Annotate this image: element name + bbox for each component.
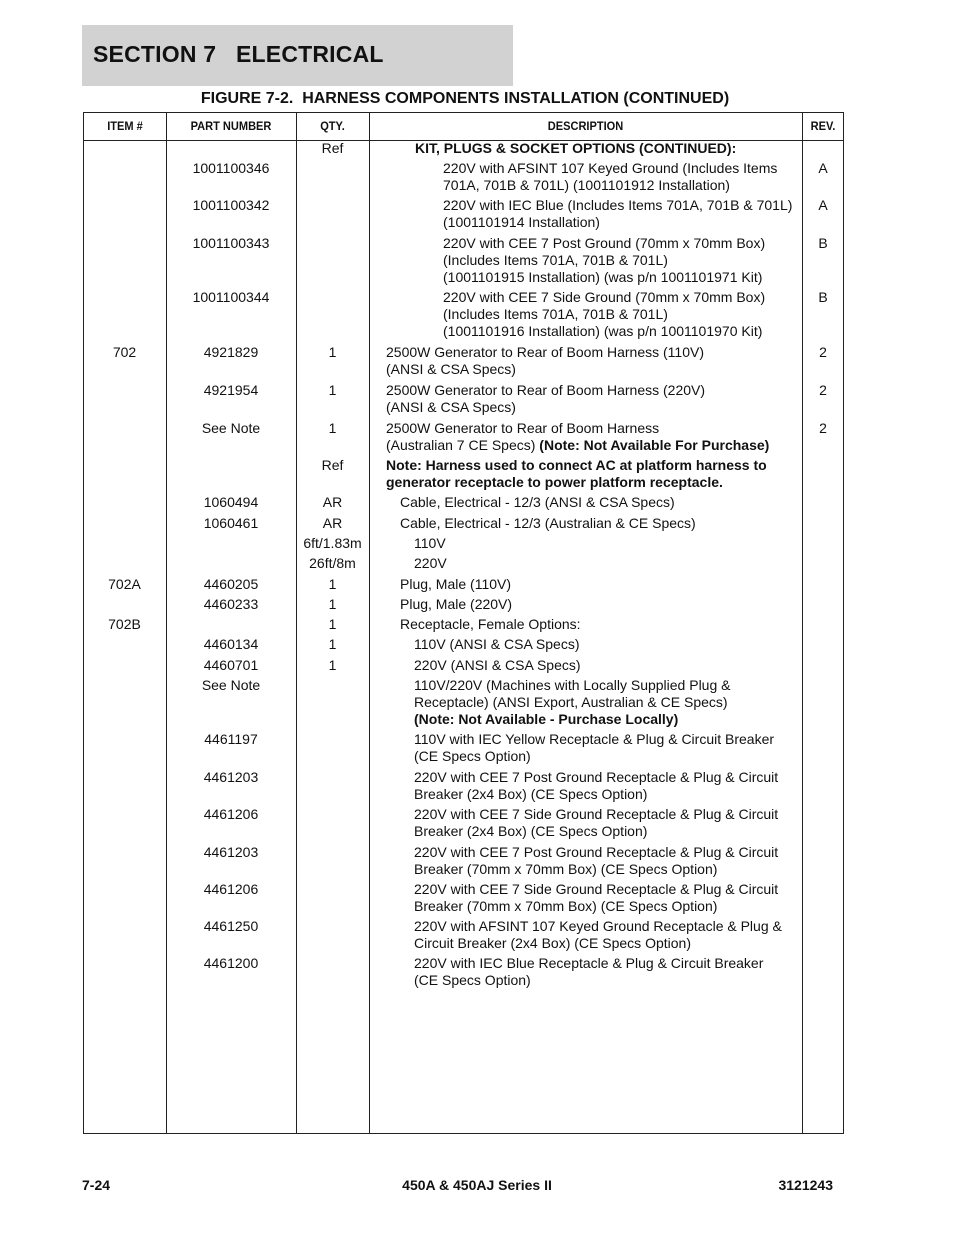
description-line <box>400 494 802 511</box>
description-text: 220V with CEE 7 Post Ground Receptacle & Plug & Circuit <box>414 769 779 785</box>
qty-cell: 6ft/1.83m <box>303 535 362 551</box>
part-number-cell: 1060494 <box>203 494 259 510</box>
description-text: Plug, Male (220V) <box>400 596 513 612</box>
description-cell <box>369 806 802 840</box>
description-text: Plug, Male (110V) <box>400 576 512 592</box>
rev-cell: 2 <box>819 420 827 436</box>
figure-title: FIGURE 7-2. HARNESS COMPONENTS INSTALLATION (CONTINUED) <box>200 90 730 107</box>
part-number-cell: See Note <box>201 677 261 693</box>
table-row <box>83 344 844 378</box>
description-text: (ANSI & CSA Specs) <box>386 361 516 377</box>
table-row <box>83 235 844 286</box>
description-line <box>414 694 802 711</box>
description-cell <box>369 576 802 593</box>
description-cell <box>369 535 802 552</box>
description-text: (CE Specs Option) <box>414 972 531 988</box>
footer-page-number: 7-24 <box>82 1177 111 1193</box>
table-row <box>83 677 844 728</box>
description-cell <box>369 844 802 878</box>
description-line <box>443 269 802 286</box>
description-text: Note: Harness used to connect AC at platform harness to <box>386 457 767 473</box>
description-line <box>414 823 802 840</box>
description-line <box>386 382 802 399</box>
description-cell <box>369 955 802 989</box>
qty-cell: Ref <box>321 140 344 156</box>
description-line <box>443 289 802 306</box>
column-header-qty: QTY. <box>320 119 345 133</box>
table-row <box>83 881 844 915</box>
description-text: 110V <box>414 535 446 551</box>
part-number-cell: 4921954 <box>203 382 259 398</box>
description-text: Breaker (70mm x 70mm Box) (CE Specs Option) <box>414 861 718 877</box>
description-line <box>414 555 802 572</box>
description-cell <box>369 657 802 674</box>
description-text: Circuit Breaker (2x4 Box) (CE Specs Option) <box>414 935 691 951</box>
qty-cell: 1 <box>328 616 337 632</box>
description-text: 2500W Generator to Rear of Boom Harness (110V) <box>386 344 705 360</box>
rev-cell: A <box>818 197 828 213</box>
description-cell <box>369 289 802 340</box>
description-line <box>415 140 802 157</box>
part-number-cell: 4460134 <box>203 636 259 652</box>
part-number-cell: 4460701 <box>203 657 259 673</box>
column-header-rev: REV. <box>810 119 836 133</box>
description-line <box>386 437 802 454</box>
qty-cell: 1 <box>328 576 337 592</box>
part-number-cell: 4921829 <box>203 344 259 360</box>
part-number-cell: 1001100342 <box>192 197 270 213</box>
description-line <box>400 596 802 613</box>
qty-cell: 1 <box>328 420 337 436</box>
qty-cell: Ref <box>321 457 344 473</box>
description-cell <box>369 769 802 803</box>
table-row <box>83 535 844 552</box>
table-row <box>83 555 844 572</box>
description-line <box>443 235 802 252</box>
item-number-cell: 702B <box>108 616 141 632</box>
description-text: (1001101914 Installation) <box>443 214 600 230</box>
footer-model: 450A & 450AJ Series II <box>402 1177 552 1193</box>
description-text: 220V (ANSI & CSA Specs) <box>414 657 581 673</box>
part-number-cell: 1001100346 <box>192 160 270 176</box>
description-line <box>414 769 802 786</box>
description-text: 220V with CEE 7 Side Ground (70mm x 70mm Box) <box>443 289 766 305</box>
description-line <box>414 955 802 972</box>
description-text: 110V with IEC Yellow Receptacle & Plug & Circuit Breaker <box>414 731 775 747</box>
description-line <box>443 252 802 269</box>
qty-cell: 1 <box>328 636 337 652</box>
description-line <box>414 748 802 765</box>
column-header-description: DESCRIPTION <box>547 119 624 133</box>
description-line <box>386 361 802 378</box>
description-line <box>386 344 802 361</box>
part-number-cell: 4460233 <box>203 596 259 612</box>
description-cell <box>369 494 802 511</box>
column-header-item: ITEM # <box>107 119 143 133</box>
item-number-cell: 702A <box>108 576 141 592</box>
rev-cell: A <box>818 160 828 176</box>
description-line <box>386 420 802 437</box>
qty-cell: 26ft/8m <box>309 555 356 571</box>
description-text: Receptacle, Female Options: <box>400 616 581 632</box>
description-cell <box>369 555 802 572</box>
description-line <box>414 677 802 694</box>
description-text: (ANSI & CSA Specs) <box>386 399 516 415</box>
description-text: 110V/220V (Machines with Locally Supplied Plug & <box>414 677 731 693</box>
rev-cell: B <box>818 289 828 305</box>
description-line <box>443 306 802 323</box>
description-line <box>414 657 802 674</box>
description-text: 220V with IEC Blue Receptacle & Plug & Circuit Breaker <box>414 955 764 971</box>
table-row <box>83 657 844 674</box>
table-row <box>83 420 844 454</box>
description-text: Breaker (2x4 Box) (CE Specs Option) <box>414 786 648 802</box>
description-line <box>443 197 802 214</box>
description-line <box>386 474 802 491</box>
description-line <box>400 576 802 593</box>
description-text: 110V (ANSI & CSA Specs) <box>414 636 580 652</box>
table-row <box>83 160 844 194</box>
table-row <box>83 576 844 593</box>
table-row <box>83 844 844 878</box>
description-text: 220V with CEE 7 Side Ground Receptacle & Plug & Circuit <box>414 806 779 822</box>
description-text: 2500W Generator to Rear of Boom Harness <box>386 420 660 436</box>
description-line <box>400 616 802 633</box>
description-text: generator receptacle to power platform receptacle. <box>386 474 723 490</box>
description-line <box>414 731 802 748</box>
description-cell <box>369 677 802 728</box>
qty-cell: 1 <box>328 657 337 673</box>
description-line <box>443 214 802 231</box>
section-title: SECTION 7 ELECTRICAL <box>93 41 384 67</box>
description-cell <box>369 140 802 157</box>
table-row <box>83 918 844 952</box>
part-number-cell: 4461197 <box>204 731 258 747</box>
part-number-cell: 4461203 <box>203 769 259 785</box>
part-number-cell: 4461250 <box>203 918 259 934</box>
description-text: 220V with AFSINT 107 Keyed Ground Receptacle & Plug & <box>414 918 782 934</box>
table-body <box>83 140 844 989</box>
description-text: 220V <box>414 555 447 571</box>
description-text: Cable, Electrical - 12/3 (ANSI & CSA Specs) <box>400 494 675 510</box>
table-row <box>83 769 844 803</box>
description-line <box>414 806 802 823</box>
description-text: 2500W Generator to Rear of Boom Harness (220V) <box>386 382 706 398</box>
rev-cell: 2 <box>819 382 827 398</box>
rev-cell: 2 <box>819 344 827 360</box>
description-line <box>414 844 802 861</box>
description-text: Breaker (2x4 Box) (CE Specs Option) <box>414 823 648 839</box>
table-row <box>83 731 844 765</box>
description-cell <box>369 197 802 231</box>
description-cell <box>369 160 802 194</box>
section-header <box>82 25 513 86</box>
description-note: (Note: Not Available For Purchase) <box>539 437 770 453</box>
description-text: 220V with CEE 7 Side Ground Receptacle & Plug & Circuit <box>414 881 779 897</box>
part-number-cell: 4461206 <box>203 881 259 897</box>
description-line <box>414 935 802 952</box>
table-row <box>83 636 844 653</box>
item-number-cell: 702 <box>112 344 137 360</box>
description-cell <box>369 881 802 915</box>
footer-doc-number: 3121243 <box>778 1177 833 1193</box>
table-row <box>83 806 844 840</box>
part-number-cell: 1001100344 <box>192 289 270 305</box>
description-line <box>386 399 802 416</box>
rev-cell: B <box>818 235 828 251</box>
qty-cell: AR <box>322 515 343 531</box>
description-text: 220V with CEE 7 Post Ground Receptacle & Plug & Circuit <box>414 844 779 860</box>
description-text: (Note: Not Available - Purchase Locally) <box>414 711 679 727</box>
description-line <box>443 177 802 194</box>
description-text: Breaker (70mm x 70mm Box) (CE Specs Option) <box>414 898 718 914</box>
description-text: (CE Specs Option) <box>414 748 531 764</box>
description-line <box>386 457 802 474</box>
qty-cell: 1 <box>328 382 337 398</box>
table-row <box>83 140 844 157</box>
description-line <box>414 636 802 653</box>
table-row <box>83 616 844 633</box>
description-line <box>414 711 802 728</box>
description-line <box>414 786 802 803</box>
description-line <box>414 861 802 878</box>
description-text: 220V with IEC Blue (Includes Items 701A, 701B & 701L) <box>443 197 793 213</box>
description-text: Cable, Electrical - 12/3 (Australian & CE Specs) <box>400 515 696 531</box>
table-row <box>83 494 844 511</box>
table-row <box>83 596 844 613</box>
description-line <box>414 972 802 989</box>
description-text: (Includes Items 701A, 701B & 701L) <box>443 252 668 268</box>
part-number-cell: 4461206 <box>203 806 259 822</box>
description-cell <box>369 596 802 613</box>
description-text: 220V with AFSINT 107 Keyed Ground (Includes Items <box>443 160 778 176</box>
part-number-cell: See Note <box>201 420 261 436</box>
description-cell <box>369 636 802 653</box>
table-row <box>83 457 844 491</box>
description-line <box>414 881 802 898</box>
description-text: 220V with CEE 7 Post Ground (70mm x 70mm Box) <box>443 235 766 251</box>
description-cell <box>369 515 802 532</box>
description-line <box>414 898 802 915</box>
column-header-part-number: PART NUMBER <box>190 119 272 133</box>
part-number-cell: 1060461 <box>203 515 259 531</box>
part-number-cell: 1001100343 <box>192 235 270 251</box>
table-row <box>83 382 844 416</box>
description-text: (Includes Items 701A, 701B & 701L) <box>443 306 668 322</box>
description-cell <box>369 457 802 491</box>
description-cell <box>369 731 802 765</box>
description-line <box>443 160 802 177</box>
qty-cell: 1 <box>328 344 337 360</box>
description-text: (1001101916 Installation) (was p/n 1001101970 Kit) <box>443 323 763 339</box>
description-text: Receptacle) (ANSI Export, Australian & CE Specs) <box>414 694 728 710</box>
description-cell <box>369 616 802 633</box>
table-row <box>83 289 844 340</box>
table-row <box>83 515 844 532</box>
description-cell <box>369 344 802 378</box>
description-text: 701A, 701B & 701L) (1001101912 Installation) <box>443 177 730 193</box>
description-line <box>414 918 802 935</box>
description-cell <box>369 382 802 416</box>
description-line <box>414 535 802 552</box>
description-line <box>400 515 802 532</box>
table-row <box>83 955 844 989</box>
part-number-cell: 4461200 <box>203 955 259 971</box>
description-line <box>443 323 802 340</box>
part-number-cell: 4461203 <box>203 844 259 860</box>
description-cell <box>369 918 802 952</box>
qty-cell: AR <box>322 494 343 510</box>
description-cell <box>369 420 802 454</box>
description-text: (1001101915 Installation) (was p/n 1001101971 Kit) <box>443 269 763 285</box>
table-row <box>83 197 844 231</box>
description-cell <box>369 235 802 286</box>
part-number-cell: 4460205 <box>203 576 259 592</box>
qty-cell: 1 <box>328 596 337 612</box>
description-text: KIT, PLUGS & SOCKET OPTIONS (CONTINUED): <box>415 140 737 156</box>
description-text: (Australian 7 CE Specs) <box>386 437 540 453</box>
